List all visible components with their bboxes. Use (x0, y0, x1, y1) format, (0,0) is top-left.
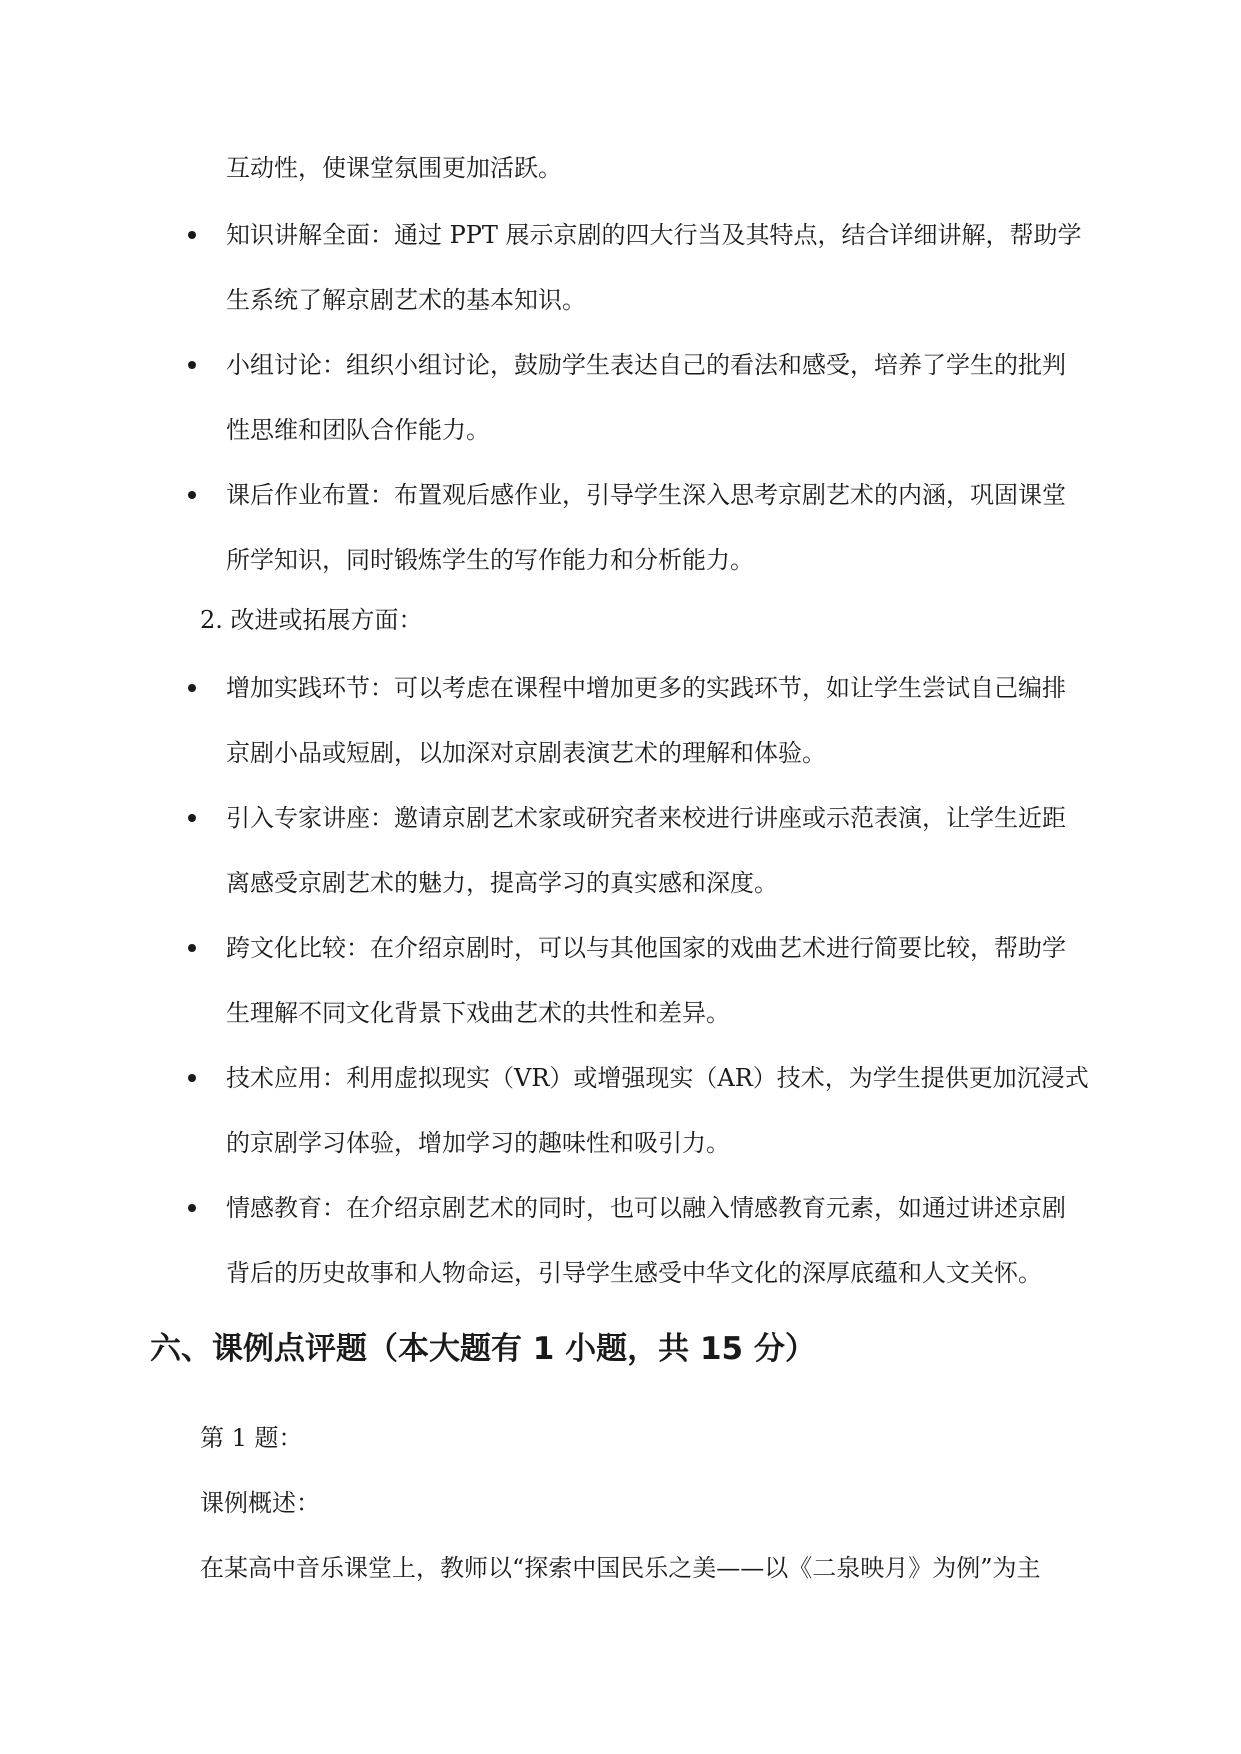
bullet-icon (188, 491, 196, 499)
bullet-icon (188, 361, 196, 369)
overview-paragraph: 在某高中音乐课堂上，教师以“探索中国民乐之美——以《二泉映月》为例”为主 (200, 1554, 1041, 1582)
bullet-text-cont: 京剧小品或短剧，以加深对京剧表演艺术的理解和体验。 (226, 739, 826, 767)
bullet-icon (188, 944, 196, 952)
bullet-text-cont: 所学知识，同时锻炼学生的写作能力和分析能力。 (226, 546, 754, 574)
bullet-text: 引入专家讲座：邀请京剧艺术家或研究者来校进行讲座或示范表演，让学生近距 (226, 804, 1066, 832)
bullet-text: 技术应用：利用虚拟现实（VR）或增强现实（AR）技术，为学生提供更加沉浸式 (226, 1064, 1089, 1092)
bullet-text: 情感教育：在介绍京剧艺术的同时，也可以融入情感教育元素，如通过讲述京剧 (226, 1194, 1066, 1222)
question-label: 第 1 题： (200, 1424, 303, 1452)
bullet-text-cont: 性思维和团队合作能力。 (226, 416, 490, 444)
numbered-item-label: 2. 改进或拓展方面： (200, 606, 423, 634)
bullet-icon (188, 814, 196, 822)
bullet-text-cont: 生系统了解京剧艺术的基本知识。 (226, 286, 586, 314)
bullet-text-cont: 的京剧学习体验，增加学习的趣味性和吸引力。 (226, 1129, 730, 1157)
bullet-text: 跨文化比较：在介绍京剧时，可以与其他国家的戏曲艺术进行简要比较，帮助学 (226, 934, 1066, 962)
continuation-text: 互动性，使课堂氛围更加活跃。 (226, 154, 562, 182)
bullet-text-cont: 生理解不同文化背景下戏曲艺术的共性和差异。 (226, 999, 730, 1027)
bullet-icon (188, 1074, 196, 1082)
bullet-icon (188, 231, 196, 239)
bullet-text-cont: 离感受京剧艺术的魅力，提高学习的真实感和深度。 (226, 869, 778, 897)
bullet-text: 课后作业布置：布置观后感作业，引导学生深入思考京剧艺术的内涵，巩固课堂 (226, 481, 1066, 509)
bullet-icon (188, 684, 196, 692)
bullet-text: 小组讨论：组织小组讨论，鼓励学生表达自己的看法和感受，培养了学生的批判 (226, 351, 1066, 379)
overview-label: 课例概述： (200, 1489, 320, 1517)
bullet-icon (188, 1204, 196, 1212)
bullet-text-cont: 背后的历史故事和人物命运，引导学生感受中华文化的深厚底蕴和人文关怀。 (226, 1259, 1042, 1287)
section-heading: 六、课例点评题（本大题有 1 小题，共 15 分） (150, 1331, 816, 1367)
bullet-text: 知识讲解全面：通过 PPT 展示京剧的四大行当及其特点，结合详细讲解，帮助学 (226, 221, 1082, 249)
bullet-text: 增加实践环节：可以考虑在课程中增加更多的实践环节，如让学生尝试自己编排 (226, 674, 1066, 702)
